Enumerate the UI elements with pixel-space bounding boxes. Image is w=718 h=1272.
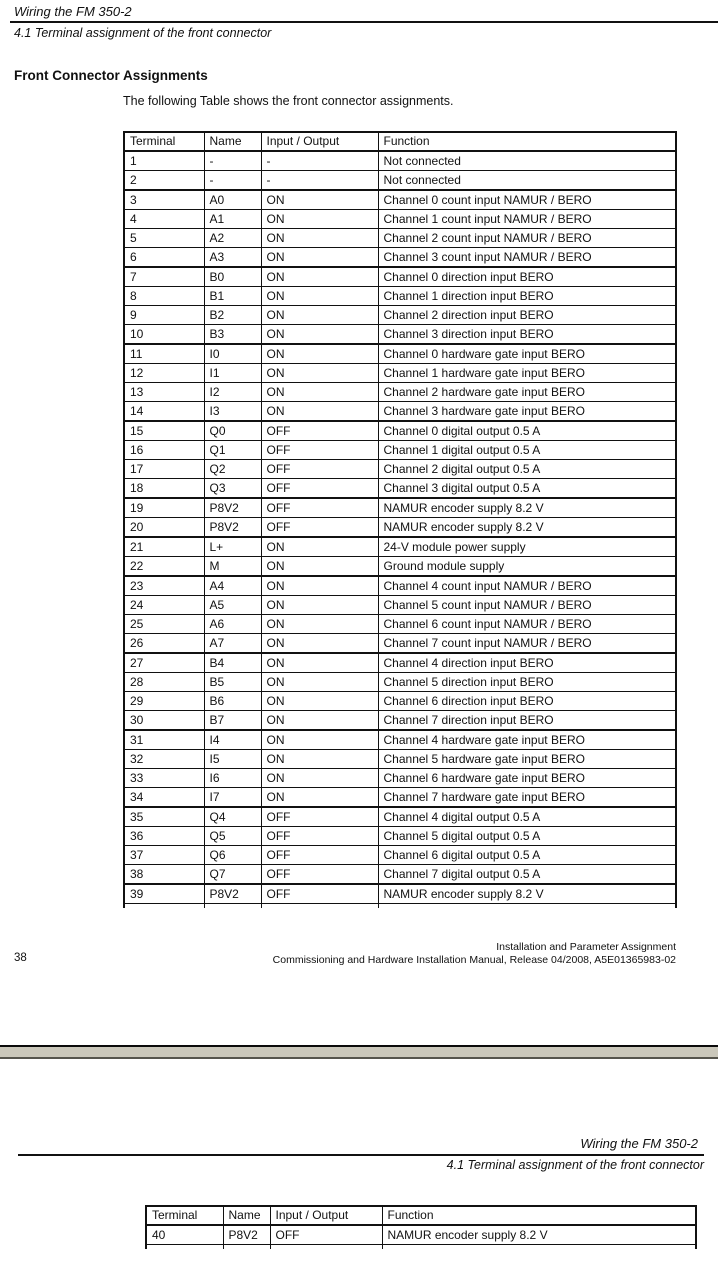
table-row bbox=[124, 653, 676, 673]
table-cell: B2 bbox=[204, 306, 261, 325]
table-cell bbox=[146, 1245, 223, 1250]
table-cell: A0 bbox=[204, 190, 261, 210]
table-cell: 10 bbox=[124, 325, 204, 345]
table-cell: 34 bbox=[124, 788, 204, 808]
table-cell: 24 bbox=[124, 596, 204, 615]
table-cell: ON bbox=[261, 711, 378, 731]
table-cell: 40 bbox=[146, 1225, 223, 1245]
table-cell: NAMUR encoder supply 8.2 V bbox=[378, 498, 676, 518]
table-cell: ON bbox=[261, 248, 378, 268]
table-row bbox=[124, 441, 676, 460]
table-cell: 16 bbox=[124, 441, 204, 460]
table-cell: Channel 0 digital output 0.5 A bbox=[378, 421, 676, 441]
table-cell: 35 bbox=[124, 807, 204, 827]
page-break-bottom-line bbox=[0, 1057, 718, 1059]
table-cell: OFF bbox=[261, 421, 378, 441]
table-cell: 39 bbox=[124, 884, 204, 904]
table-cell bbox=[382, 1245, 696, 1250]
table-cell: Channel 7 hardware gate input BERO bbox=[378, 788, 676, 808]
table-cell: 7 bbox=[124, 267, 204, 287]
table-cutoff-stub bbox=[124, 904, 676, 909]
table-row bbox=[124, 421, 676, 441]
table-cell: Channel 6 count input NAMUR / BERO bbox=[378, 615, 676, 634]
table-header-row bbox=[124, 132, 676, 151]
column-header: Name bbox=[204, 132, 261, 151]
table-cell: Channel 5 count input NAMUR / BERO bbox=[378, 596, 676, 615]
table-row bbox=[124, 344, 676, 364]
table-cell: OFF bbox=[261, 865, 378, 885]
table-cell: Q4 bbox=[204, 807, 261, 827]
table-cell: 38 bbox=[124, 865, 204, 885]
table-cell: P8V2 bbox=[204, 498, 261, 518]
table-row bbox=[124, 383, 676, 402]
table-row bbox=[124, 306, 676, 325]
running-head-section: 4.1 Terminal assignment of the front connector bbox=[14, 26, 272, 40]
table-row bbox=[124, 673, 676, 692]
table-cell: Channel 2 direction input BERO bbox=[378, 306, 676, 325]
table-cell: Channel 4 direction input BERO bbox=[378, 653, 676, 673]
table-cell: P8V2 bbox=[204, 884, 261, 904]
table-row bbox=[124, 692, 676, 711]
table-cell: Channel 5 direction input BERO bbox=[378, 673, 676, 692]
table-cell: Channel 2 digital output 0.5 A bbox=[378, 460, 676, 479]
table-cell: Channel 3 direction input BERO bbox=[378, 325, 676, 345]
table-cell: A3 bbox=[204, 248, 261, 268]
table-cell: OFF bbox=[261, 518, 378, 538]
table-row bbox=[124, 171, 676, 191]
table-cell bbox=[261, 904, 378, 909]
table-cell: Channel 0 hardware gate input BERO bbox=[378, 344, 676, 364]
table-cell: ON bbox=[261, 364, 378, 383]
table-cell: ON bbox=[261, 653, 378, 673]
table-cell: - bbox=[261, 151, 378, 171]
table-cell: ON bbox=[261, 788, 378, 808]
column-header: Name bbox=[223, 1206, 270, 1225]
table-cell: OFF bbox=[261, 441, 378, 460]
table-cell: - bbox=[204, 171, 261, 191]
table-cell: ON bbox=[261, 576, 378, 596]
page-break-bar bbox=[0, 1047, 718, 1057]
table-row bbox=[124, 402, 676, 422]
table-cell: ON bbox=[261, 402, 378, 422]
table-cell: OFF bbox=[261, 479, 378, 499]
table-cell: ON bbox=[261, 229, 378, 248]
table-cell: A4 bbox=[204, 576, 261, 596]
table-cell: Q1 bbox=[204, 441, 261, 460]
table-cell: 15 bbox=[124, 421, 204, 441]
table-row bbox=[124, 634, 676, 654]
running-head-rule bbox=[18, 1154, 704, 1156]
table-cell: A5 bbox=[204, 596, 261, 615]
column-header: Function bbox=[382, 1206, 696, 1225]
front-connector-table-continued bbox=[145, 1205, 697, 1249]
table-cell: Q3 bbox=[204, 479, 261, 499]
table-cell: B6 bbox=[204, 692, 261, 711]
table-cell: Channel 0 direction input BERO bbox=[378, 267, 676, 287]
table-cell: 19 bbox=[124, 498, 204, 518]
table-cell: ON bbox=[261, 615, 378, 634]
table-cell: 20 bbox=[124, 518, 204, 538]
table-row bbox=[124, 827, 676, 846]
table-cell: Channel 1 direction input BERO bbox=[378, 287, 676, 306]
table-cell: 31 bbox=[124, 730, 204, 750]
table-cell: 4 bbox=[124, 210, 204, 229]
table-cell: ON bbox=[261, 557, 378, 577]
table-row bbox=[124, 750, 676, 769]
table-cell: 1 bbox=[124, 151, 204, 171]
table-cell: 6 bbox=[124, 248, 204, 268]
table-row bbox=[124, 325, 676, 345]
table-cell: Q0 bbox=[204, 421, 261, 441]
table-cell: Q6 bbox=[204, 846, 261, 865]
table-cell: ON bbox=[261, 769, 378, 788]
table-cell: P8V2 bbox=[223, 1225, 270, 1245]
table-cell: 18 bbox=[124, 479, 204, 499]
front-connector-table bbox=[123, 131, 677, 908]
table-cell: OFF bbox=[261, 827, 378, 846]
table-cell: 17 bbox=[124, 460, 204, 479]
table-cell: B0 bbox=[204, 267, 261, 287]
column-header: Function bbox=[378, 132, 676, 151]
table-cell: A1 bbox=[204, 210, 261, 229]
table-cell: ON bbox=[261, 596, 378, 615]
table-cell: Channel 1 hardware gate input BERO bbox=[378, 364, 676, 383]
table-cell bbox=[223, 1245, 270, 1250]
table-row bbox=[124, 807, 676, 827]
table-cell: I4 bbox=[204, 730, 261, 750]
table-row bbox=[124, 151, 676, 171]
table-cell: 33 bbox=[124, 769, 204, 788]
table-cell: Q7 bbox=[204, 865, 261, 885]
table-cell: NAMUR encoder supply 8.2 V bbox=[378, 884, 676, 904]
running-head-rule bbox=[10, 21, 718, 23]
table-cell: I5 bbox=[204, 750, 261, 769]
table-header-row bbox=[146, 1206, 696, 1225]
table-row bbox=[124, 615, 676, 634]
table-cell: Channel 6 digital output 0.5 A bbox=[378, 846, 676, 865]
table-cell: ON bbox=[261, 325, 378, 345]
table-row bbox=[124, 557, 676, 577]
table-cell: ON bbox=[261, 267, 378, 287]
table-cell: 21 bbox=[124, 537, 204, 557]
table-cell: ON bbox=[261, 730, 378, 750]
table-cell: I6 bbox=[204, 769, 261, 788]
column-header: Terminal bbox=[124, 132, 204, 151]
table-cell: B4 bbox=[204, 653, 261, 673]
table-cell: P8V2 bbox=[204, 518, 261, 538]
table-cell: ON bbox=[261, 306, 378, 325]
table-row bbox=[124, 498, 676, 518]
table-cell: L+ bbox=[204, 537, 261, 557]
table-row bbox=[124, 248, 676, 268]
table-cell: Channel 6 hardware gate input BERO bbox=[378, 769, 676, 788]
table-cell: 27 bbox=[124, 653, 204, 673]
table-cell: 5 bbox=[124, 229, 204, 248]
table-cell: Channel 3 hardware gate input BERO bbox=[378, 402, 676, 422]
table-cell: Channel 5 digital output 0.5 A bbox=[378, 827, 676, 846]
table-cell: ON bbox=[261, 673, 378, 692]
page-number: 38 bbox=[14, 952, 27, 964]
table-cell: 13 bbox=[124, 383, 204, 402]
table-cell: 32 bbox=[124, 750, 204, 769]
table-cell: ON bbox=[261, 344, 378, 364]
table-cell: I7 bbox=[204, 788, 261, 808]
table-cell: 3 bbox=[124, 190, 204, 210]
table-row bbox=[124, 884, 676, 904]
table-cell: Channel 4 digital output 0.5 A bbox=[378, 807, 676, 827]
table-cell: OFF bbox=[261, 884, 378, 904]
table-cell: Q5 bbox=[204, 827, 261, 846]
table-cell: Channel 7 count input NAMUR / BERO bbox=[378, 634, 676, 654]
table-cell: OFF bbox=[261, 498, 378, 518]
table-cell: 25 bbox=[124, 615, 204, 634]
footer-line-2: Commissioning and Hardware Installation Manual, Release 04/2008, A5E01365983-02 bbox=[272, 954, 676, 966]
table-row bbox=[124, 537, 676, 557]
table-cell: 36 bbox=[124, 827, 204, 846]
running-head-chapter: Wiring the FM 350-2 bbox=[580, 1136, 698, 1151]
column-header: Input / Output bbox=[270, 1206, 382, 1225]
table-row bbox=[124, 846, 676, 865]
table-cell: NAMUR encoder supply 8.2 V bbox=[382, 1225, 696, 1245]
table-cell: I0 bbox=[204, 344, 261, 364]
table-cell: Channel 5 hardware gate input BERO bbox=[378, 750, 676, 769]
table-cutoff-stub bbox=[146, 1245, 696, 1250]
table-cell bbox=[378, 904, 676, 909]
table-cell: 8 bbox=[124, 287, 204, 306]
table-cell: Channel 3 count input NAMUR / BERO bbox=[378, 248, 676, 268]
table-row bbox=[124, 596, 676, 615]
table-cell: Ground module supply bbox=[378, 557, 676, 577]
table-row bbox=[124, 576, 676, 596]
table-cell: 30 bbox=[124, 711, 204, 731]
table-cell: B7 bbox=[204, 711, 261, 731]
table-cell: - bbox=[204, 151, 261, 171]
table-cell: Channel 7 direction input BERO bbox=[378, 711, 676, 731]
table-cell: I3 bbox=[204, 402, 261, 422]
table-cell: OFF bbox=[261, 460, 378, 479]
table-cell: ON bbox=[261, 634, 378, 654]
table-cell: A6 bbox=[204, 615, 261, 634]
table-row bbox=[124, 479, 676, 499]
table-cell: OFF bbox=[261, 807, 378, 827]
table-cell: ON bbox=[261, 287, 378, 306]
table-cell: Channel 2 count input NAMUR / BERO bbox=[378, 229, 676, 248]
table-row bbox=[124, 769, 676, 788]
table-cell: ON bbox=[261, 750, 378, 769]
table-cell: Channel 6 direction input BERO bbox=[378, 692, 676, 711]
table-cell bbox=[204, 904, 261, 909]
table-cell: 29 bbox=[124, 692, 204, 711]
table-cell: B5 bbox=[204, 673, 261, 692]
table-cell: - bbox=[261, 171, 378, 191]
table-cell: 14 bbox=[124, 402, 204, 422]
table-cell: Not connected bbox=[378, 151, 676, 171]
table-row bbox=[124, 210, 676, 229]
table-cell: OFF bbox=[261, 846, 378, 865]
column-header: Input / Output bbox=[261, 132, 378, 151]
table-cell: B1 bbox=[204, 287, 261, 306]
table-cell: 37 bbox=[124, 846, 204, 865]
table-cell: ON bbox=[261, 383, 378, 402]
column-header: Terminal bbox=[146, 1206, 223, 1225]
table-cell: Q2 bbox=[204, 460, 261, 479]
table-cell: 9 bbox=[124, 306, 204, 325]
footer-line-1: Installation and Parameter Assignment bbox=[496, 941, 676, 953]
table-cell: ON bbox=[261, 190, 378, 210]
table-cell: Channel 1 digital output 0.5 A bbox=[378, 441, 676, 460]
table-cell: 2 bbox=[124, 171, 204, 191]
table-cell: 11 bbox=[124, 344, 204, 364]
table-row bbox=[124, 711, 676, 731]
table-row bbox=[124, 287, 676, 306]
table-row bbox=[124, 364, 676, 383]
table-cell: 24-V module power supply bbox=[378, 537, 676, 557]
table-cell: Channel 4 count input NAMUR / BERO bbox=[378, 576, 676, 596]
table-cell: ON bbox=[261, 537, 378, 557]
table-cell: Channel 4 hardware gate input BERO bbox=[378, 730, 676, 750]
table-row bbox=[124, 460, 676, 479]
table-cell: 28 bbox=[124, 673, 204, 692]
table-row bbox=[124, 229, 676, 248]
table-cell: Not connected bbox=[378, 171, 676, 191]
table-cell: Channel 0 count input NAMUR / BERO bbox=[378, 190, 676, 210]
table-cell: I1 bbox=[204, 364, 261, 383]
table-cell: B3 bbox=[204, 325, 261, 345]
footer-publication-info bbox=[273, 941, 676, 967]
table-cell: Channel 2 hardware gate input BERO bbox=[378, 383, 676, 402]
table-cell: A2 bbox=[204, 229, 261, 248]
table-cell: ON bbox=[261, 210, 378, 229]
table-row bbox=[124, 730, 676, 750]
table-cell: 26 bbox=[124, 634, 204, 654]
intro-paragraph: The following Table shows the front connector assignments. bbox=[123, 94, 454, 108]
table-cell: ON bbox=[261, 692, 378, 711]
table-cell: I2 bbox=[204, 383, 261, 402]
table-row bbox=[124, 865, 676, 885]
table-row bbox=[124, 190, 676, 210]
table-cell: Channel 7 digital output 0.5 A bbox=[378, 865, 676, 885]
table-cell: M bbox=[204, 557, 261, 577]
table-row bbox=[124, 788, 676, 808]
table-row bbox=[146, 1225, 696, 1245]
table-cell: Channel 3 digital output 0.5 A bbox=[378, 479, 676, 499]
running-head-section: 4.1 Terminal assignment of the front connector bbox=[446, 1158, 704, 1172]
running-head-chapter: Wiring the FM 350-2 bbox=[14, 4, 132, 19]
table-row bbox=[124, 267, 676, 287]
table-row bbox=[124, 518, 676, 538]
table-cell: OFF bbox=[270, 1225, 382, 1245]
table-cell: 22 bbox=[124, 557, 204, 577]
table-cell: A7 bbox=[204, 634, 261, 654]
section-heading: Front Connector Assignments bbox=[14, 68, 208, 83]
table-cell: NAMUR encoder supply 8.2 V bbox=[378, 518, 676, 538]
table-cell: Channel 1 count input NAMUR / BERO bbox=[378, 210, 676, 229]
table-cell: 23 bbox=[124, 576, 204, 596]
table-cell: 12 bbox=[124, 364, 204, 383]
table-cell bbox=[270, 1245, 382, 1250]
table-cell bbox=[124, 904, 204, 909]
page-break-separator bbox=[0, 1045, 718, 1059]
